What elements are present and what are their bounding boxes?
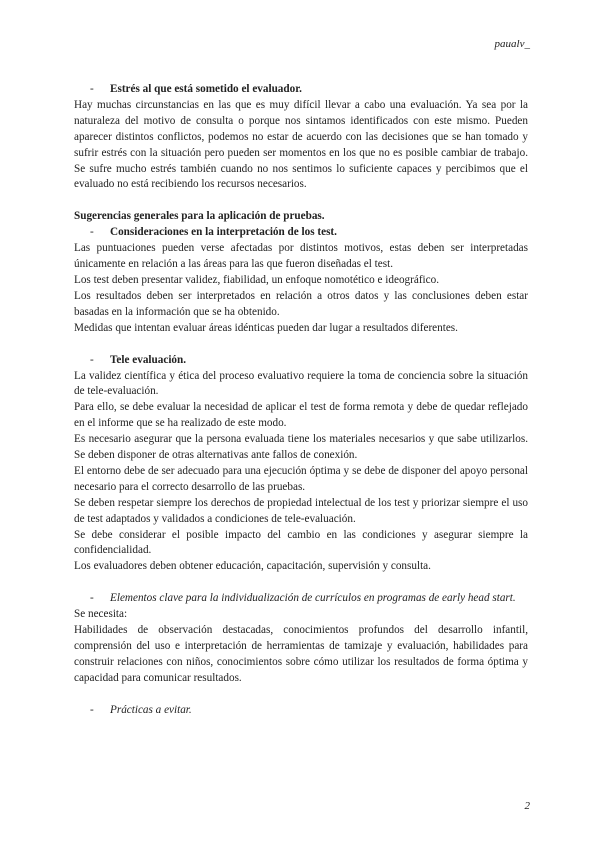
paragraph: Habilidades de observación destacadas, conocimientos profundos del desarrollo infantil, comprensión del uso e interpretación de herramientas de tamizaje y evaluación, habilidades para construir relaciones con niños, conocimientos sobre cómo utilizar los resultados de forma óptima y capacidad para comunicar resultados.	[74, 624, 528, 684]
section-heading-suggestions: Sugerencias generales para la aplicación de pruebas.	[74, 210, 325, 223]
paragraph: Hay muchas circunstancias en las que es muy difícil llevar a cabo una evaluación. Ya sea por la naturaleza del motivo de consulta o porque nos sintamos identificados con este mismo. Pueden aparecer distintos conflictos, podemos no estar de acuerdo con las decisiones que se han tomado y sufrir estrés con la situación pero pueden ser momentos en los que no es posible cambiar de trabajo. Se sufre mucho estrés también cuando no nos sentimos lo suficiente capaces y percibimos que el evaluado no está recibiendo los recursos necesarios.	[74, 98, 528, 191]
paragraph: Los resultados deben ser interpretados en relación a otros datos y las conclusiones deben estar basadas en la información que se ha obtenido.	[74, 289, 528, 318]
bullet-dash: -	[90, 592, 94, 605]
paragraph: Para ello, se debe evaluar la necesidad de aplicar el test de forma remota y debe de quedar reflejado en el informe que se ha realizado de este modo.	[74, 401, 528, 430]
heading-text: Elementos clave para la individualización de currículos en programas de early head start.	[110, 592, 516, 605]
section-heading-key-elements	[74, 591, 528, 607]
heading-text: Estrés al que está sometido el evaluador.	[110, 83, 302, 95]
heading-text: Tele evaluación.	[110, 353, 187, 366]
page-header-author: paualv_	[494, 38, 530, 50]
bullet-dash: -	[90, 83, 94, 95]
bullet-dash: -	[90, 703, 94, 716]
paragraph: Se necesita:	[74, 608, 128, 621]
paragraph: Los test deben presentar validez, fiabilidad, un enfoque nomotético e ideográfico.	[74, 273, 440, 286]
paragraph: Los evaluadores deben obtener educación, capacitación, supervisión y consulta.	[74, 560, 431, 573]
paragraph: Es necesario asegurar que la persona evaluada tiene los materiales necesarios y que sabe utilizarlos. Se deben disponer de otras alternativas ante fallos de conexión.	[74, 433, 528, 462]
bullet-dash: -	[90, 226, 94, 239]
paragraph: Las puntuaciones pueden verse afectadas por distintos motivos, estas deben ser interpretadas únicamente en relación a las áreas para las que fueron diseñadas el test.	[74, 242, 528, 271]
subsection-heading-interpretation	[74, 225, 528, 241]
page-number: 2	[524, 800, 530, 812]
heading-text: Prácticas a evitar.	[110, 703, 192, 716]
paragraph: El entorno debe de ser adecuado para una ejecución óptima y se debe de disponer del apoyo personal necesario para el correcto desarrollo de las pruebas.	[74, 464, 528, 493]
paragraph: Medidas que intentan evaluar áreas idénticas pueden dar lugar a resultados diferentes.	[74, 321, 458, 334]
heading-text: Consideraciones en la interpretación de los test.	[110, 226, 337, 239]
section-heading-tele-evaluation	[74, 353, 528, 369]
section-heading-practices-to-avoid	[74, 703, 528, 719]
paragraph: Se debe considerar el posible impacto del cambio en las condiciones y asegurar siempre la confidencialidad.	[74, 528, 528, 557]
page-content	[74, 82, 528, 719]
section-heading-stress	[74, 82, 528, 98]
bullet-dash: -	[90, 353, 94, 366]
paragraph: La validez científica y ética del proceso evaluativo requiere la toma de conciencia sobre la situación de tele-evaluación.	[74, 369, 528, 398]
paragraph: Se deben respetar siempre los derechos de propiedad intelectual de los test y priorizar siempre el uso de test adaptados y validados a condiciones de tele-evaluación.	[74, 496, 528, 525]
